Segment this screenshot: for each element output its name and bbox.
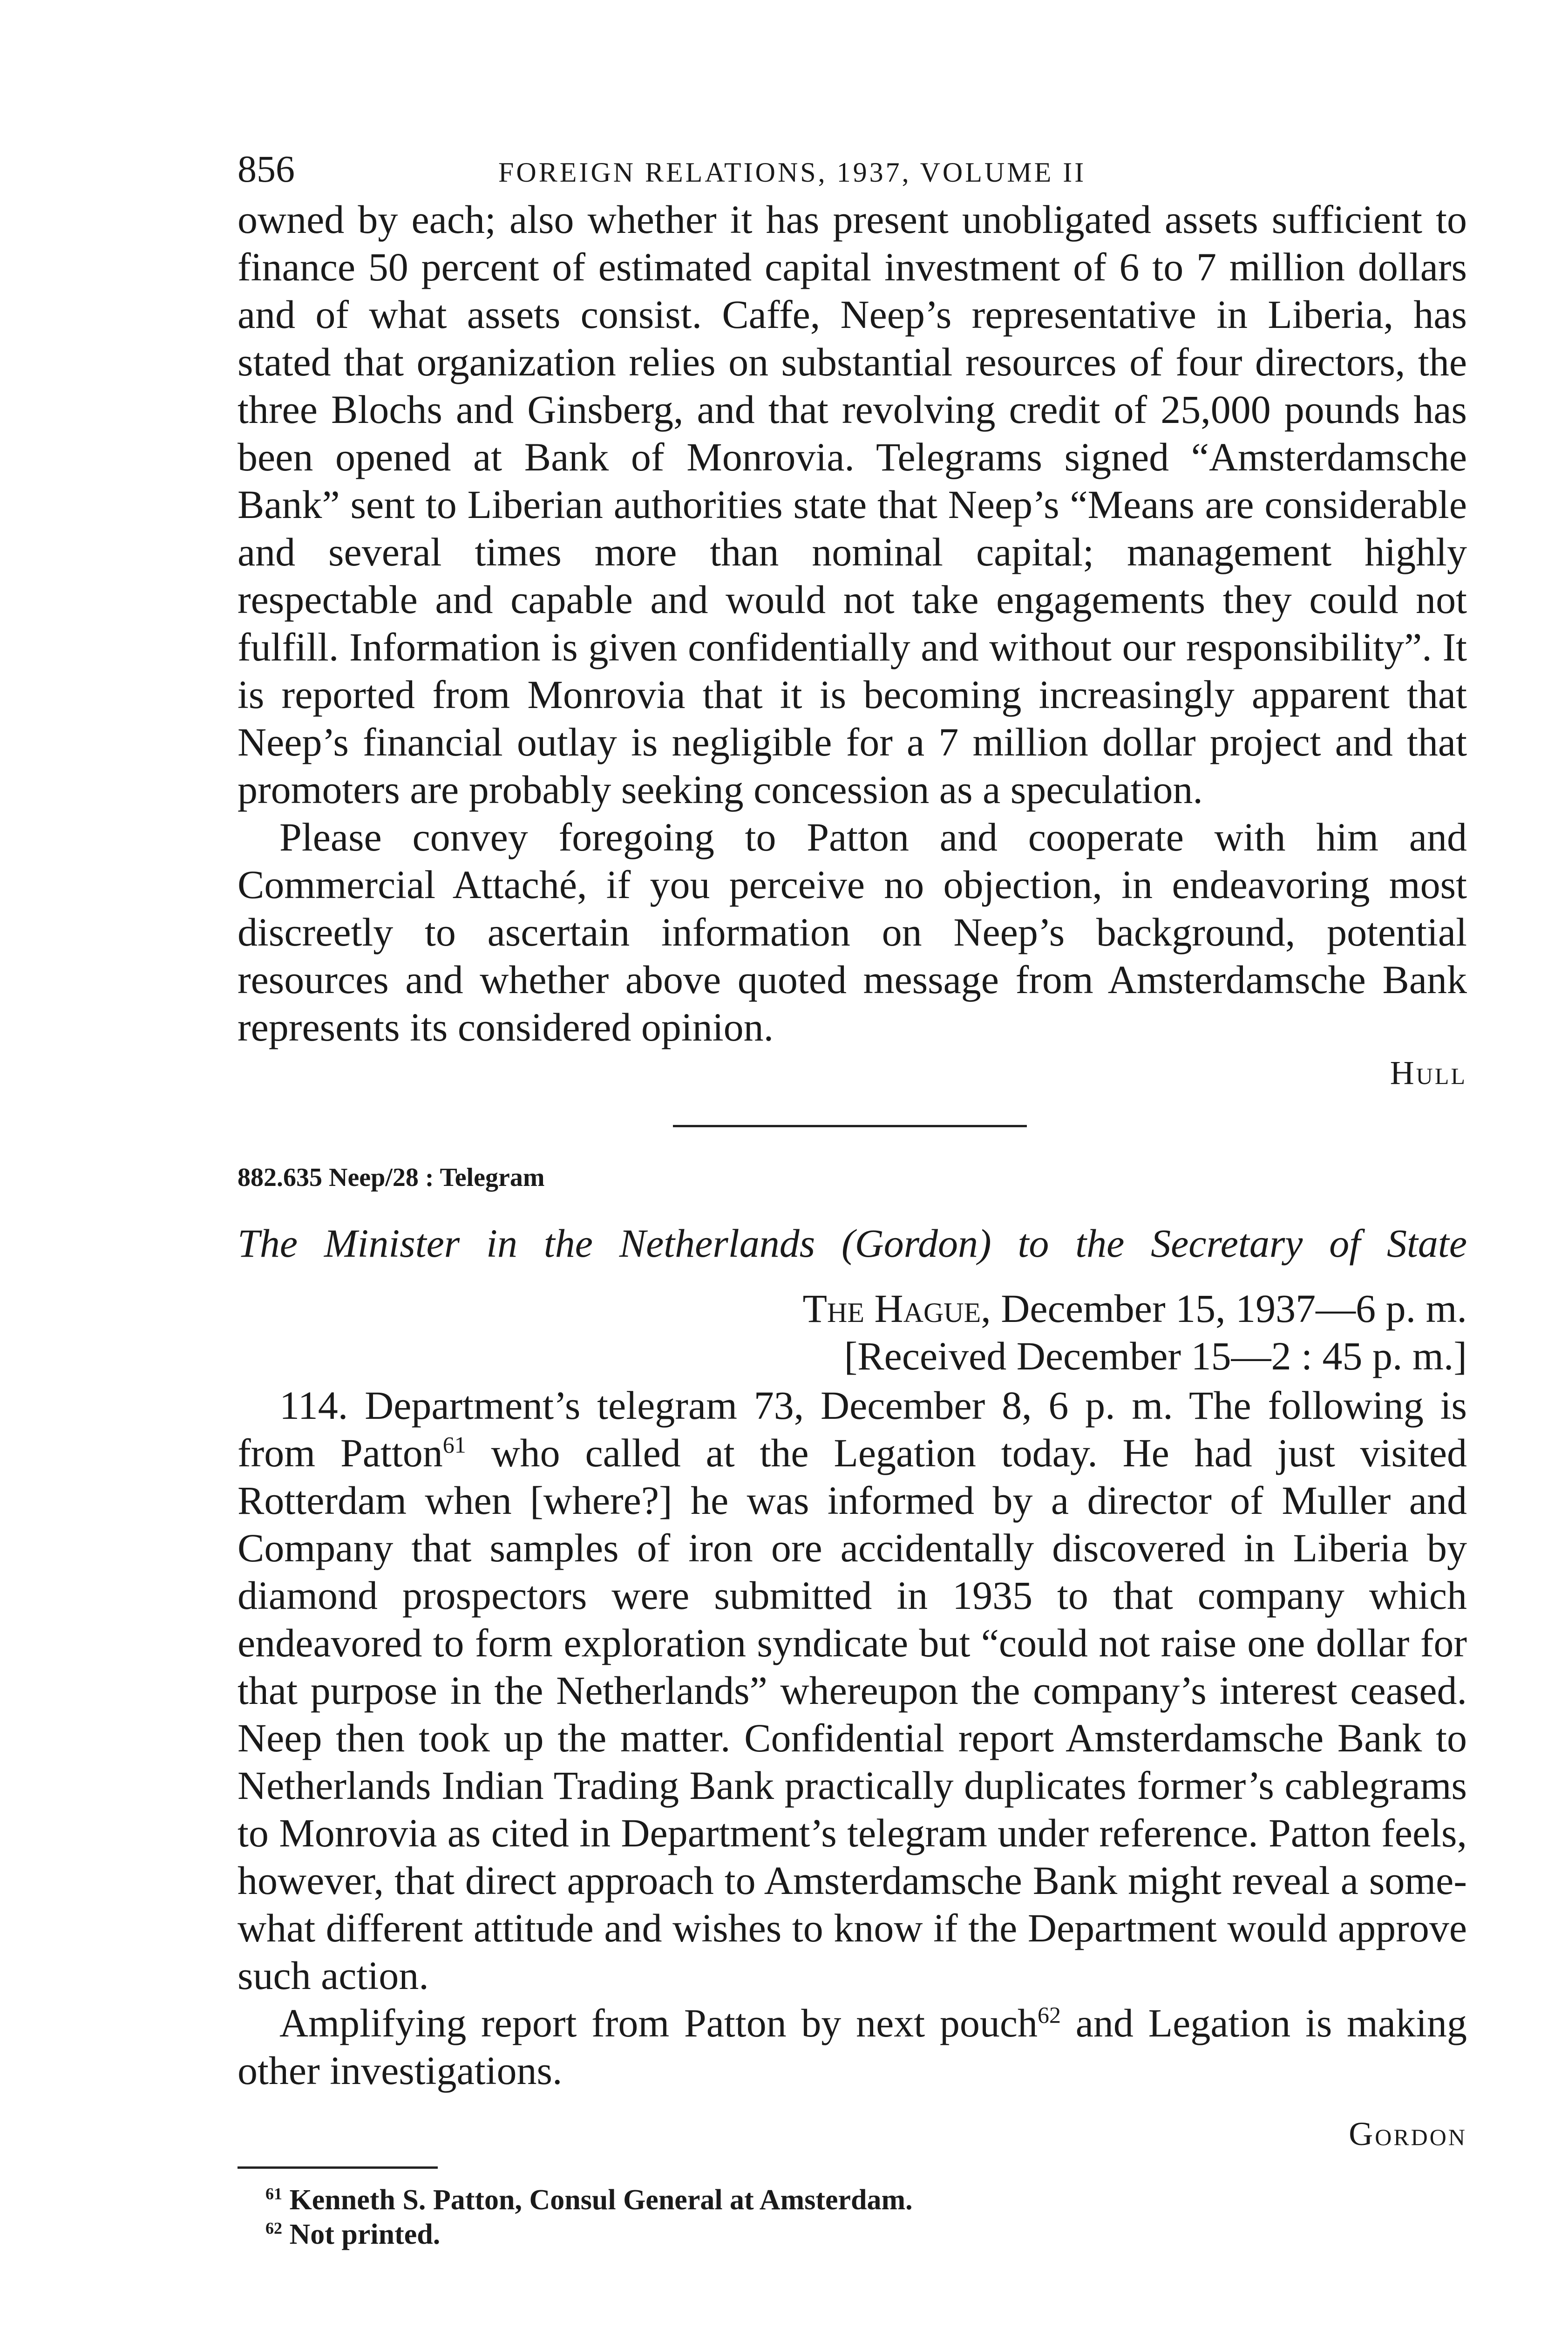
section-divider (673, 1125, 1027, 1127)
footnote-text: Not printed. (282, 2219, 441, 2250)
document-page (238, 140, 1467, 2252)
footnote-ref: 61 (442, 1431, 466, 1458)
dateline-date: , December 15, 1937—6 p. m. (981, 1286, 1467, 1331)
paragraph-text: 114. Department’s telegram 73, December 8, 6 p. m. The following is from Patton (238, 1383, 1467, 1475)
signature-gordon: Gordon (1349, 2115, 1467, 2152)
body-paragraph (238, 1382, 1467, 1999)
footnote-divider (238, 2166, 438, 2169)
signature-hull: Hull (1390, 1054, 1467, 1091)
footnote-ref: 62 (1038, 2002, 1061, 2028)
page-header (238, 140, 1467, 196)
paragraph-text: who called at the Legation today. He had just visited Rotterdam when [where?] he was informed by a director of Muller and Company that samples of iron ore accidentally discovered in Liberia by diamond prospectors were submitted in 1935 to that company which endeavored to form exploration syndicate but “could not raise one dollar for that purpose in the Netherlands” whereupon the company’s interest ceased. Neep then took up the matter. Confidential report Amsterdamsche Bank to Netherlands Indian Trading Bank practically duplicates former’s cablegrams to Monrovia as cited in Department’s telegram under reference. Patton feels, however, that direct approach to Amsterdamsche Bank might reveal a somewhat different attitude and wishes to know if the Department would approve such action. (238, 1430, 1467, 1998)
telegram-body (238, 1382, 1467, 2094)
footnote-mark: 62 (265, 2219, 282, 2238)
footnote-text: Kenneth S. Patton, Consul General at Amsterdam. (282, 2184, 913, 2216)
continued-telegram-body (238, 196, 1467, 1051)
body-paragraph: owned by each; also whether it has present unobligated assets sufficient to finance 50 percent of estimated capital investment of 6 to 7 million dollars and of what assets consist. Caffe, Neep’s representative in Liberia, has stated that organization relies on substantial resources of four directors, the three Blochs and Ginsberg, and that revolving credit of 25,000 pounds has been opened at Bank of Monrovia. Telegrams signed “Amsterdamsche Bank” sent to Liberian authorities state that Neep’s “Means are considerable and several times more than nominal capital; management highly respectable and capable and would not take engagements they could not fulfill. Information is given confidentially and without our responsibility”. It is reported from Monrovia that it is becoming increasingly apparent that Neep’s financial outlay is negligible for a 7 million dollar project and that promoters are probably seeking concession as a speculation. (238, 197, 1467, 812)
paragraph-text: and Legation is making other investigations. (238, 2001, 1467, 2093)
received-line: [Received December 15—2 : 45 p. m.] (844, 1334, 1467, 1378)
paragraph-text: Amplifying report from Patton by next pouch (279, 2001, 1038, 2045)
body-paragraph (238, 1999, 1467, 2094)
footnote-mark: 61 (265, 2184, 282, 2203)
file-reference: 882.635 Neep/28 : Telegram (238, 1163, 545, 1192)
footnote (238, 2217, 1467, 2252)
footnotes (238, 2183, 1467, 2252)
running-head: FOREIGN RELATIONS, 1937, VOLUME II (498, 157, 1086, 188)
page-number: 856 (238, 148, 295, 190)
dateline-place: The Hague (802, 1286, 981, 1331)
body-paragraph: Please convey foregoing to Patton and cooperate with him and Commercial Attaché, if you perceive no objection, in endeavoring most discreetly to ascertain information on Neep’s background, potential resources and whether above quoted message from Amsterdamsche Bank represents its considered opinion. (238, 815, 1467, 1049)
dateline (238, 1285, 1467, 1332)
footnote (238, 2183, 1467, 2217)
document-title: The Minister in the Netherlands (Gordon) to the Secretary of State (238, 1221, 1467, 1266)
